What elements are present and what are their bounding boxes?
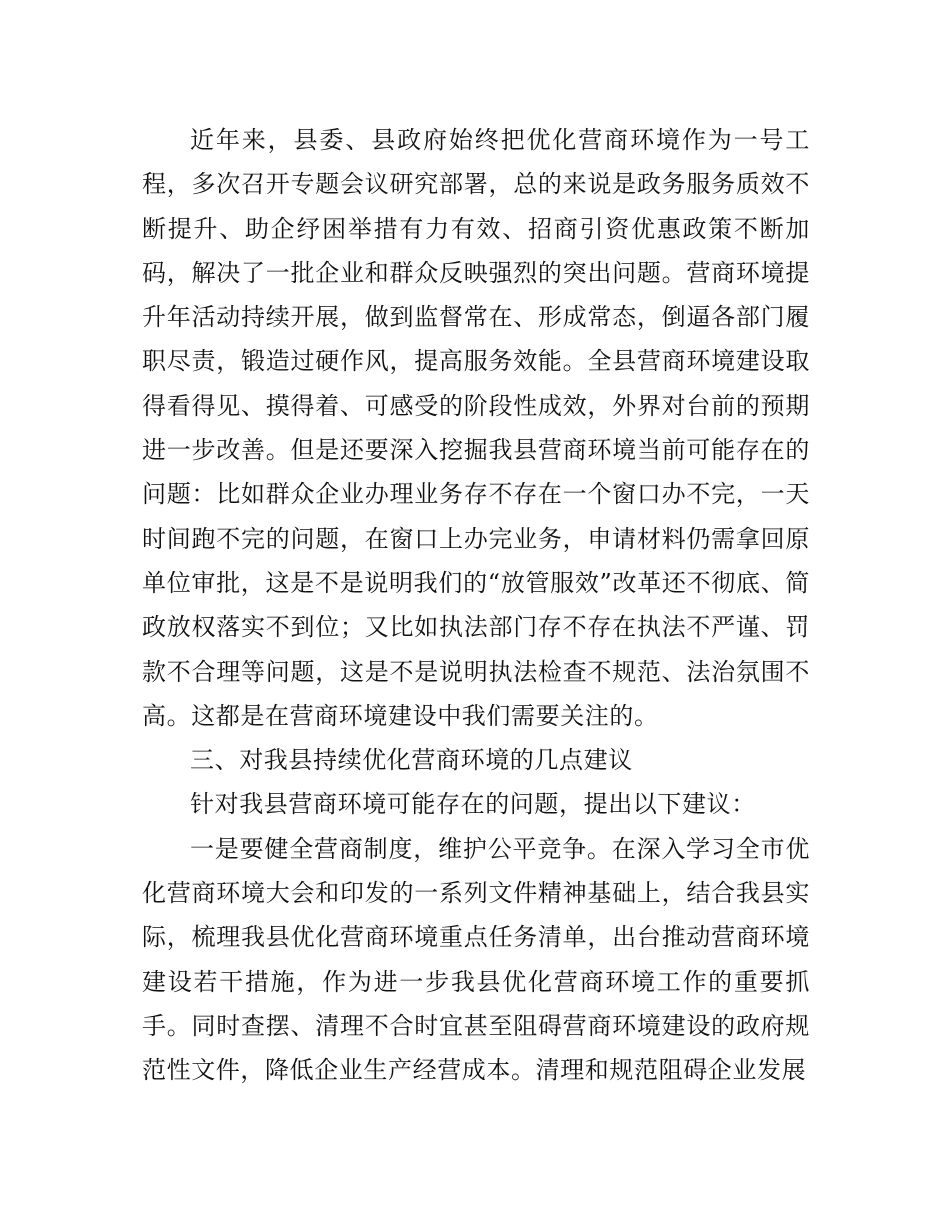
paragraph-business-environment-review: 近年来，县委、县政府始终把优化营商环境作为一号工程，多次召开专题会议研究部署，总的来说是政务服务质效不断提升、助企纾困举措有力有效、招商引资优惠政策不断加码，解决了一批企业和群众反映强烈的突出问题。营商环境提升年活动持续开展，做到监督常在、形成常态，倒逼各部门履职尽责，锻造过硬作风，提高服务效能。全县营商环境建设取得看得见、摸得着、可感受的阶段性成效，外界对台前的预期进一步改善。但是还要深入挖掘我县营商环境当前可能存在的问题：比如群众企业办理业务存不存在一个窗口办不完，一天时间跑不完的问题，在窗口上办完业务，申请材料仍需拿回原单位审批，这是不是说明我们的“放管服效”改革还不彻底、简政放权落实不到位；又比如执法部门存不存在执法不严谨、罚款不合理等问题，这是不是说明执法检查不规范、法治氛围不高。这都是在营商环境建设中我们需要关注的。 [142, 126, 810, 730]
document-body [142, 118, 810, 1093]
paragraph-suggestion-one: 一是要健全营商制度，维护公平竞争。在深入学习全市优化营商环境大会和印发的一系列文件精神基础上，结合我县实际，梳理我县优化营商环境重点任务清单，出台推动营商环境建设若干措施，作为进一步我县优化营商环境工作的重要抓手。同时查摆、清理不合时宜甚至阻碍营商环境建设的政府规范性文件，降低企业生产经营成本。清理和规范阻碍企业发展 [142, 834, 810, 1085]
section-heading-suggestions: 三、对我县持续优化营商环境的几点建议 [190, 746, 633, 775]
paragraph-suggestions-intro: 针对我县营商环境可能存在的问题，提出以下建议： [190, 790, 756, 819]
